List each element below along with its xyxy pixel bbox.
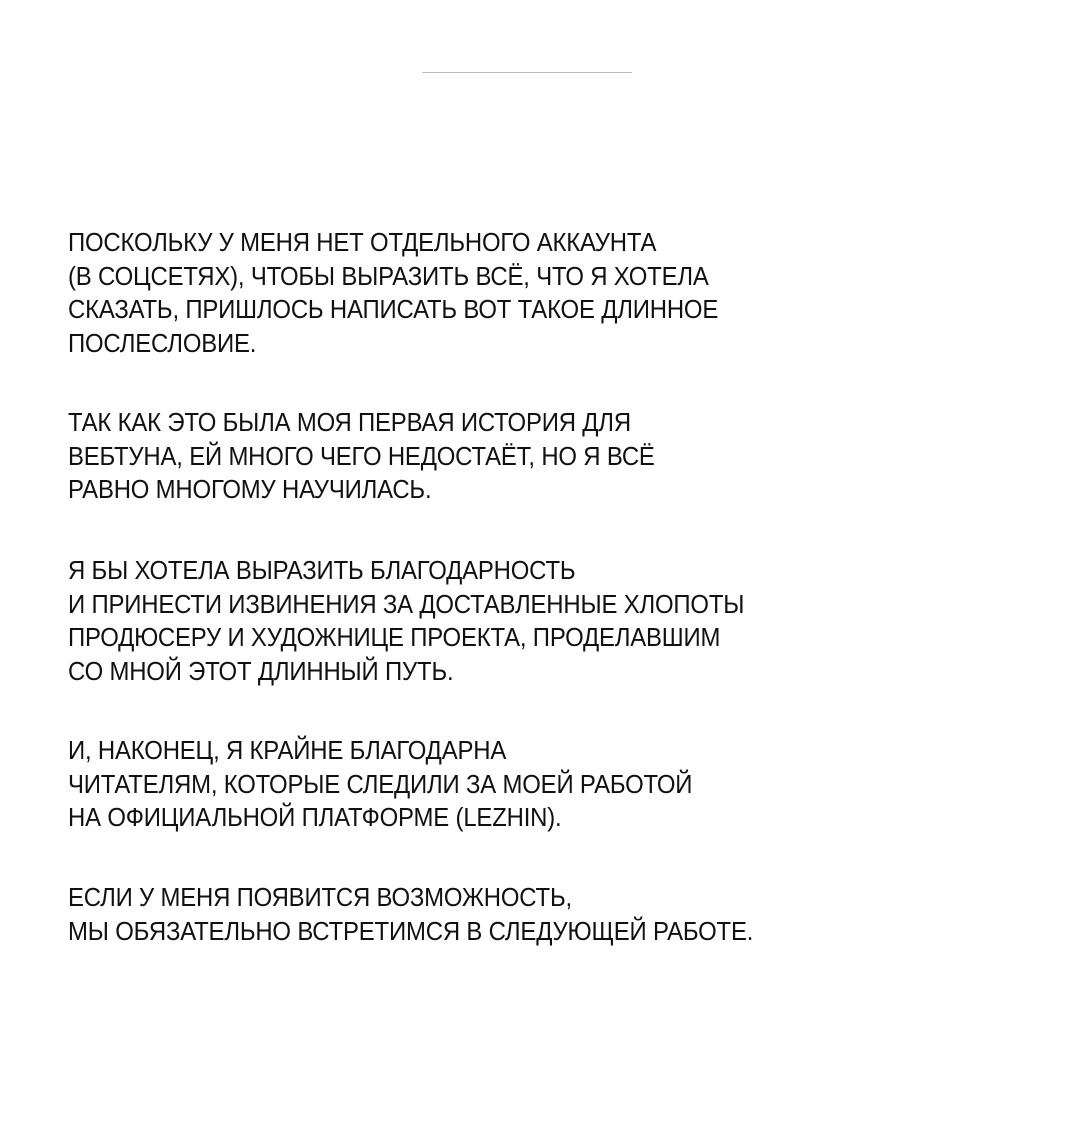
paragraph-line: ТАК КАК ЭТО БЫЛА МОЯ ПЕРВАЯ ИСТОРИЯ ДЛЯ — [68, 407, 631, 437]
paragraph-line: СО МНОЙ ЭТОТ ДЛИННЫЙ ПУТЬ. — [68, 655, 454, 686]
paragraph-line: ПРОДЮСЕРУ И ХУДОЖНИЦЕ ПРОЕКТА, ПРОДЕЛАВШИМ — [68, 622, 721, 652]
afterword-paragraph-5 — [68, 881, 1008, 948]
paragraph-line: Я БЫ ХОТЕЛА ВЫРАЗИТЬ БЛАГОДАРНОСТЬ — [68, 555, 576, 585]
paragraph-line: ПОСКОЛЬКУ У МЕНЯ НЕТ ОТДЕЛЬНОГО АККАУНТА — [68, 227, 657, 257]
afterword-paragraph-3 — [68, 554, 1008, 688]
afterword-paragraph-4 — [68, 734, 1008, 835]
paragraph-line: И ПРИНЕСТИ ИЗВИНЕНИЯ ЗА ДОСТАВЛЕННЫЕ ХЛОПОТЫ — [68, 588, 745, 619]
paragraph-line: ЧИТАТЕЛЯМ, КОТОРЫЕ СЛЕДИЛИ ЗА МОЕЙ РАБОТОЙ — [68, 768, 693, 799]
afterword-paragraph-2 — [68, 406, 1008, 507]
paragraph-line: И, НАКОНЕЦ, Я КРАЙНЕ БЛАГОДАРНА — [68, 735, 507, 765]
top-divider — [422, 72, 632, 73]
paragraph-line: НА ОФИЦИАЛЬНОЙ ПЛАТФОРМЕ (LEZHIN). — [68, 802, 562, 832]
paragraph-line: ВЕБТУНА, ЕЙ МНОГО ЧЕГО НЕДОСТАЁТ, НО Я ВСЁ — [68, 440, 655, 471]
paragraph-line: СКАЗАТЬ, ПРИШЛОСЬ НАПИСАТЬ ВОТ ТАКОЕ ДЛИННОЕ — [68, 294, 719, 324]
paragraph-line: МЫ ОБЯЗАТЕЛЬНО ВСТРЕТИМСЯ В СЛЕДУЮЩЕЙ РАБОТЕ. — [68, 915, 754, 946]
afterword-paragraph-1 — [68, 226, 1008, 360]
paragraph-line: ПОСЛЕСЛОВИЕ. — [68, 327, 257, 358]
paragraph-line: ЕСЛИ У МЕНЯ ПОЯВИТСЯ ВОЗМОЖНОСТЬ, — [68, 882, 572, 912]
paragraph-line: (В СОЦСЕТЯХ), ЧТОБЫ ВЫРАЗИТЬ ВСЁ, ЧТО Я ХОТЕЛА — [68, 260, 709, 291]
paragraph-line: РАВНО МНОГОМУ НАУЧИЛАСЬ. — [68, 474, 432, 504]
